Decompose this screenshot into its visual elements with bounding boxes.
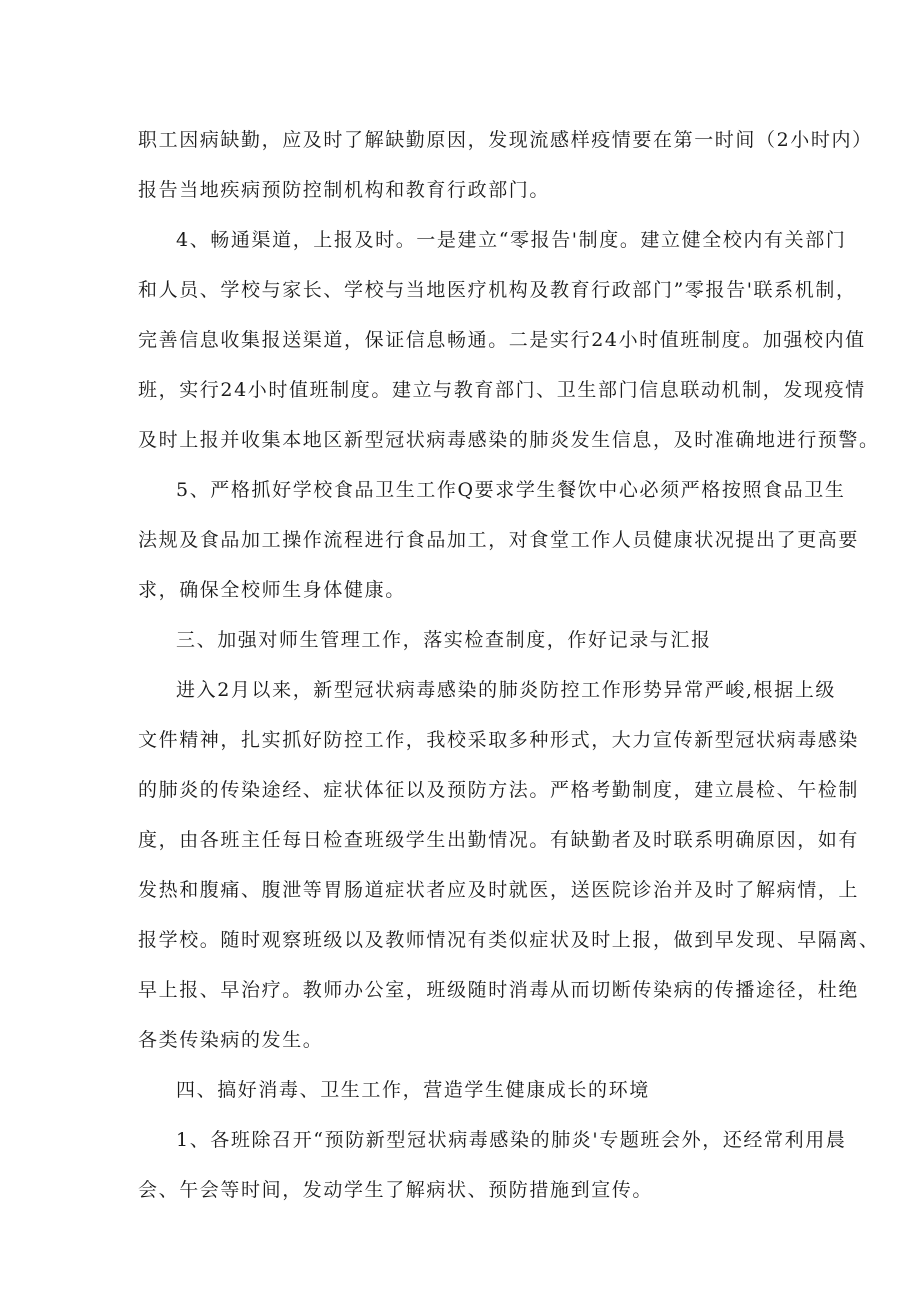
text-line: 度，由各班主任每日检查班级学生出勤情况。有缺勤者及时联系明确原因，如有 (138, 829, 860, 851)
paragraph-5-start: 5、严格抓好学校食品卫生工作Q要求学生餐饮中心必须严格按照食品卫生 (176, 479, 846, 501)
text-line: 职工因病缺勤，应及时了解缺勤原因，发现流感样疫情要在第一时间（2小时内） (138, 129, 873, 151)
text-line: 及时上报并收集本地区新型冠状病毒感染的肺炎发生信息，及时准确地进行预警。 (138, 429, 880, 451)
text-line: 完善信息收集报送渠道，保证信息畅通。二是实行24小时值班制度。加强校内值 (138, 329, 866, 351)
section-heading-3: 三、加强对师生管理工作，落实检查制度，作好记录与汇报 (176, 629, 712, 651)
text-line: 文件精神，扎实抓好防控工作，我校采取多种形式，大力宣传新型冠状病毒感染 (138, 729, 860, 751)
paragraph-1-start: 1、各班除召开“预防新型冠状病毒感染的肺炎'专题班会外，还经常利用晨 (176, 1129, 847, 1151)
text-line: 班，实行24小时值班制度。建立与教育部门、卫生部门信息联动机制，发现疫情 (138, 379, 866, 401)
text-line: 的肺炎的传染途经、症状体征以及预防方法。严格考勤制度，建立晨检、午检制 (138, 779, 860, 801)
text-line: 发热和腹痛、腹泄等胃肠道症状者应及时就医，送医院诊治并及时了解病情，上 (138, 879, 860, 901)
text-line: 早上报、早治疗。教师办公室，班级随时消毒从而切断传染病的传播途径，杜绝 (138, 979, 860, 1001)
text-line: 和人员、学校与家长、学校与当地医疗机构及教育行政部门”零报告'联系机制， (138, 279, 857, 301)
text-line: 法规及食品加工操作流程进行食品加工，对食堂工作人员健康状况提出了更高要 (138, 529, 860, 551)
section-heading-4: 四、搞好消毒、卫生工作，营造学生健康成长的环境 (176, 1079, 650, 1101)
text-line: 求，确保全校师生身体健康。 (138, 579, 406, 601)
text-line: 各类传染病的发生。 (138, 1029, 324, 1051)
text-line: 会、午会等时间，发动学生了解病状、预防措施到宣传。 (138, 1179, 654, 1201)
paragraph-4-start: 4、畅通渠道，上报及时。一是建立“零报告'制度。建立健全校内有关部门 (176, 229, 847, 251)
text-line: 报告当地疾病预防控制机构和教育行政部门。 (138, 179, 551, 201)
paragraph-start: 进入2月以来，新型冠状病毒感染的肺炎防控工作形势异常严峻,根据上级 (176, 679, 836, 701)
text-line: 报学校。随时观察班级以及教师情况有类似症状及时上报，做到早发现、早隔离、 (138, 929, 880, 951)
